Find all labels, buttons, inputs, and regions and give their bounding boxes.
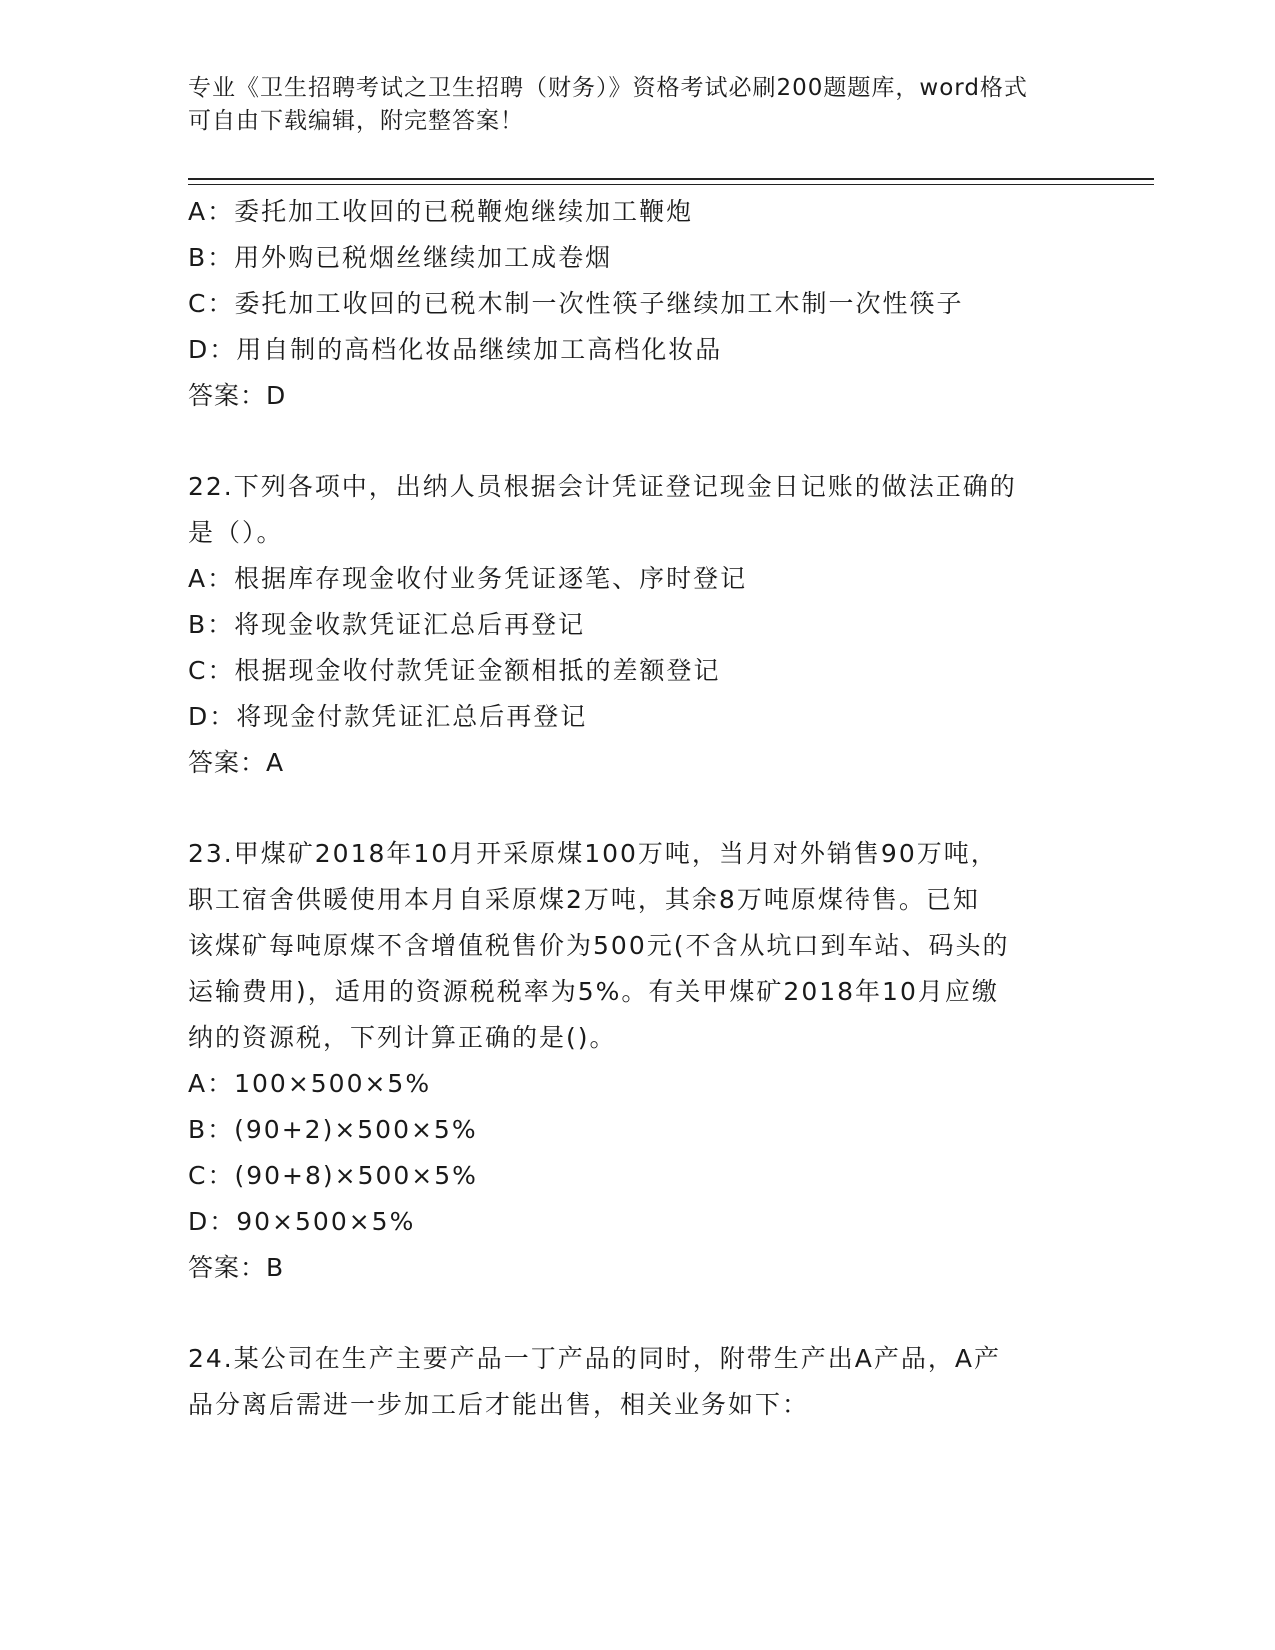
- option-c: C：委托加工收回的已税木制一次性筷子继续加工木制一次性筷子: [188, 289, 964, 318]
- header-line-2: 可自由下载编辑，附完整答案！: [188, 108, 524, 134]
- question-24: [188, 1336, 1088, 1428]
- question-stem-line: 24.某公司在生产主要产品一丁产品的同时，附带生产出A产品，A产: [188, 1344, 1001, 1373]
- option-c: C：根据现金收付款凭证金额相抵的差额登记: [188, 656, 721, 685]
- question-stem-line: 品分离后需进一步加工后才能出售，相关业务如下：: [188, 1390, 810, 1419]
- question-stem-line: 纳的资源税，下列计算正确的是()。: [188, 1023, 617, 1052]
- question-stem-line: 该煤矿每吨原煤不含增值税售价为500元(不含从坑口到车站、码头的: [188, 931, 1010, 960]
- question-list: [188, 189, 1088, 1428]
- question-stem-line: 运输费用)，适用的资源税税率为5%。有关甲煤矿2018年10月应缴: [188, 977, 999, 1006]
- spacer: [188, 419, 1088, 464]
- option-c: C：(90+8)×500×5%: [188, 1161, 478, 1190]
- answer: 答案：D: [188, 381, 287, 410]
- option-b: B：(90+2)×500×5%: [188, 1115, 478, 1144]
- question-stem-line: 23.甲煤矿2018年10月开采原煤100万吨，当月对外销售90万吨，: [188, 839, 998, 868]
- document-header: [188, 72, 1068, 138]
- option-d: D：90×500×5%: [188, 1207, 416, 1236]
- option-d: D：用自制的高档化妆品继续加工高档化妆品: [188, 335, 723, 364]
- header-divider-thin: [188, 184, 1154, 185]
- spacer: [188, 786, 1088, 831]
- header-divider-thick: [188, 178, 1154, 180]
- option-a: A：委托加工收回的已税鞭炮继续加工鞭炮: [188, 197, 694, 226]
- question-stem-line: 是（）。: [188, 518, 284, 547]
- question-stem-line: 职工宿舍供暖使用本月自采原煤2万吨，其余8万吨原煤待售。已知: [188, 885, 980, 914]
- option-d: D：将现金付款凭证汇总后再登记: [188, 702, 588, 731]
- question-stem-line: 22.下列各项中，出纳人员根据会计凭证登记现金日记账的做法正确的: [188, 472, 1017, 501]
- header-line-1: 专业《卫生招聘考试之卫生招聘（财务）》资格考试必刷200题题库，word格式: [188, 75, 1028, 101]
- option-a: A：100×500×5%: [188, 1069, 432, 1098]
- answer: 答案：A: [188, 748, 285, 777]
- question-23: [188, 831, 1088, 1291]
- option-a: A：根据库存现金收付业务凭证逐笔、序时登记: [188, 564, 748, 593]
- question-21: [188, 189, 1088, 419]
- option-b: B：用外购已税烟丝继续加工成卷烟: [188, 243, 613, 272]
- option-b: B：将现金收款凭证汇总后再登记: [188, 610, 586, 639]
- question-22: [188, 464, 1088, 786]
- answer: 答案：B: [188, 1253, 285, 1282]
- spacer: [188, 1291, 1088, 1336]
